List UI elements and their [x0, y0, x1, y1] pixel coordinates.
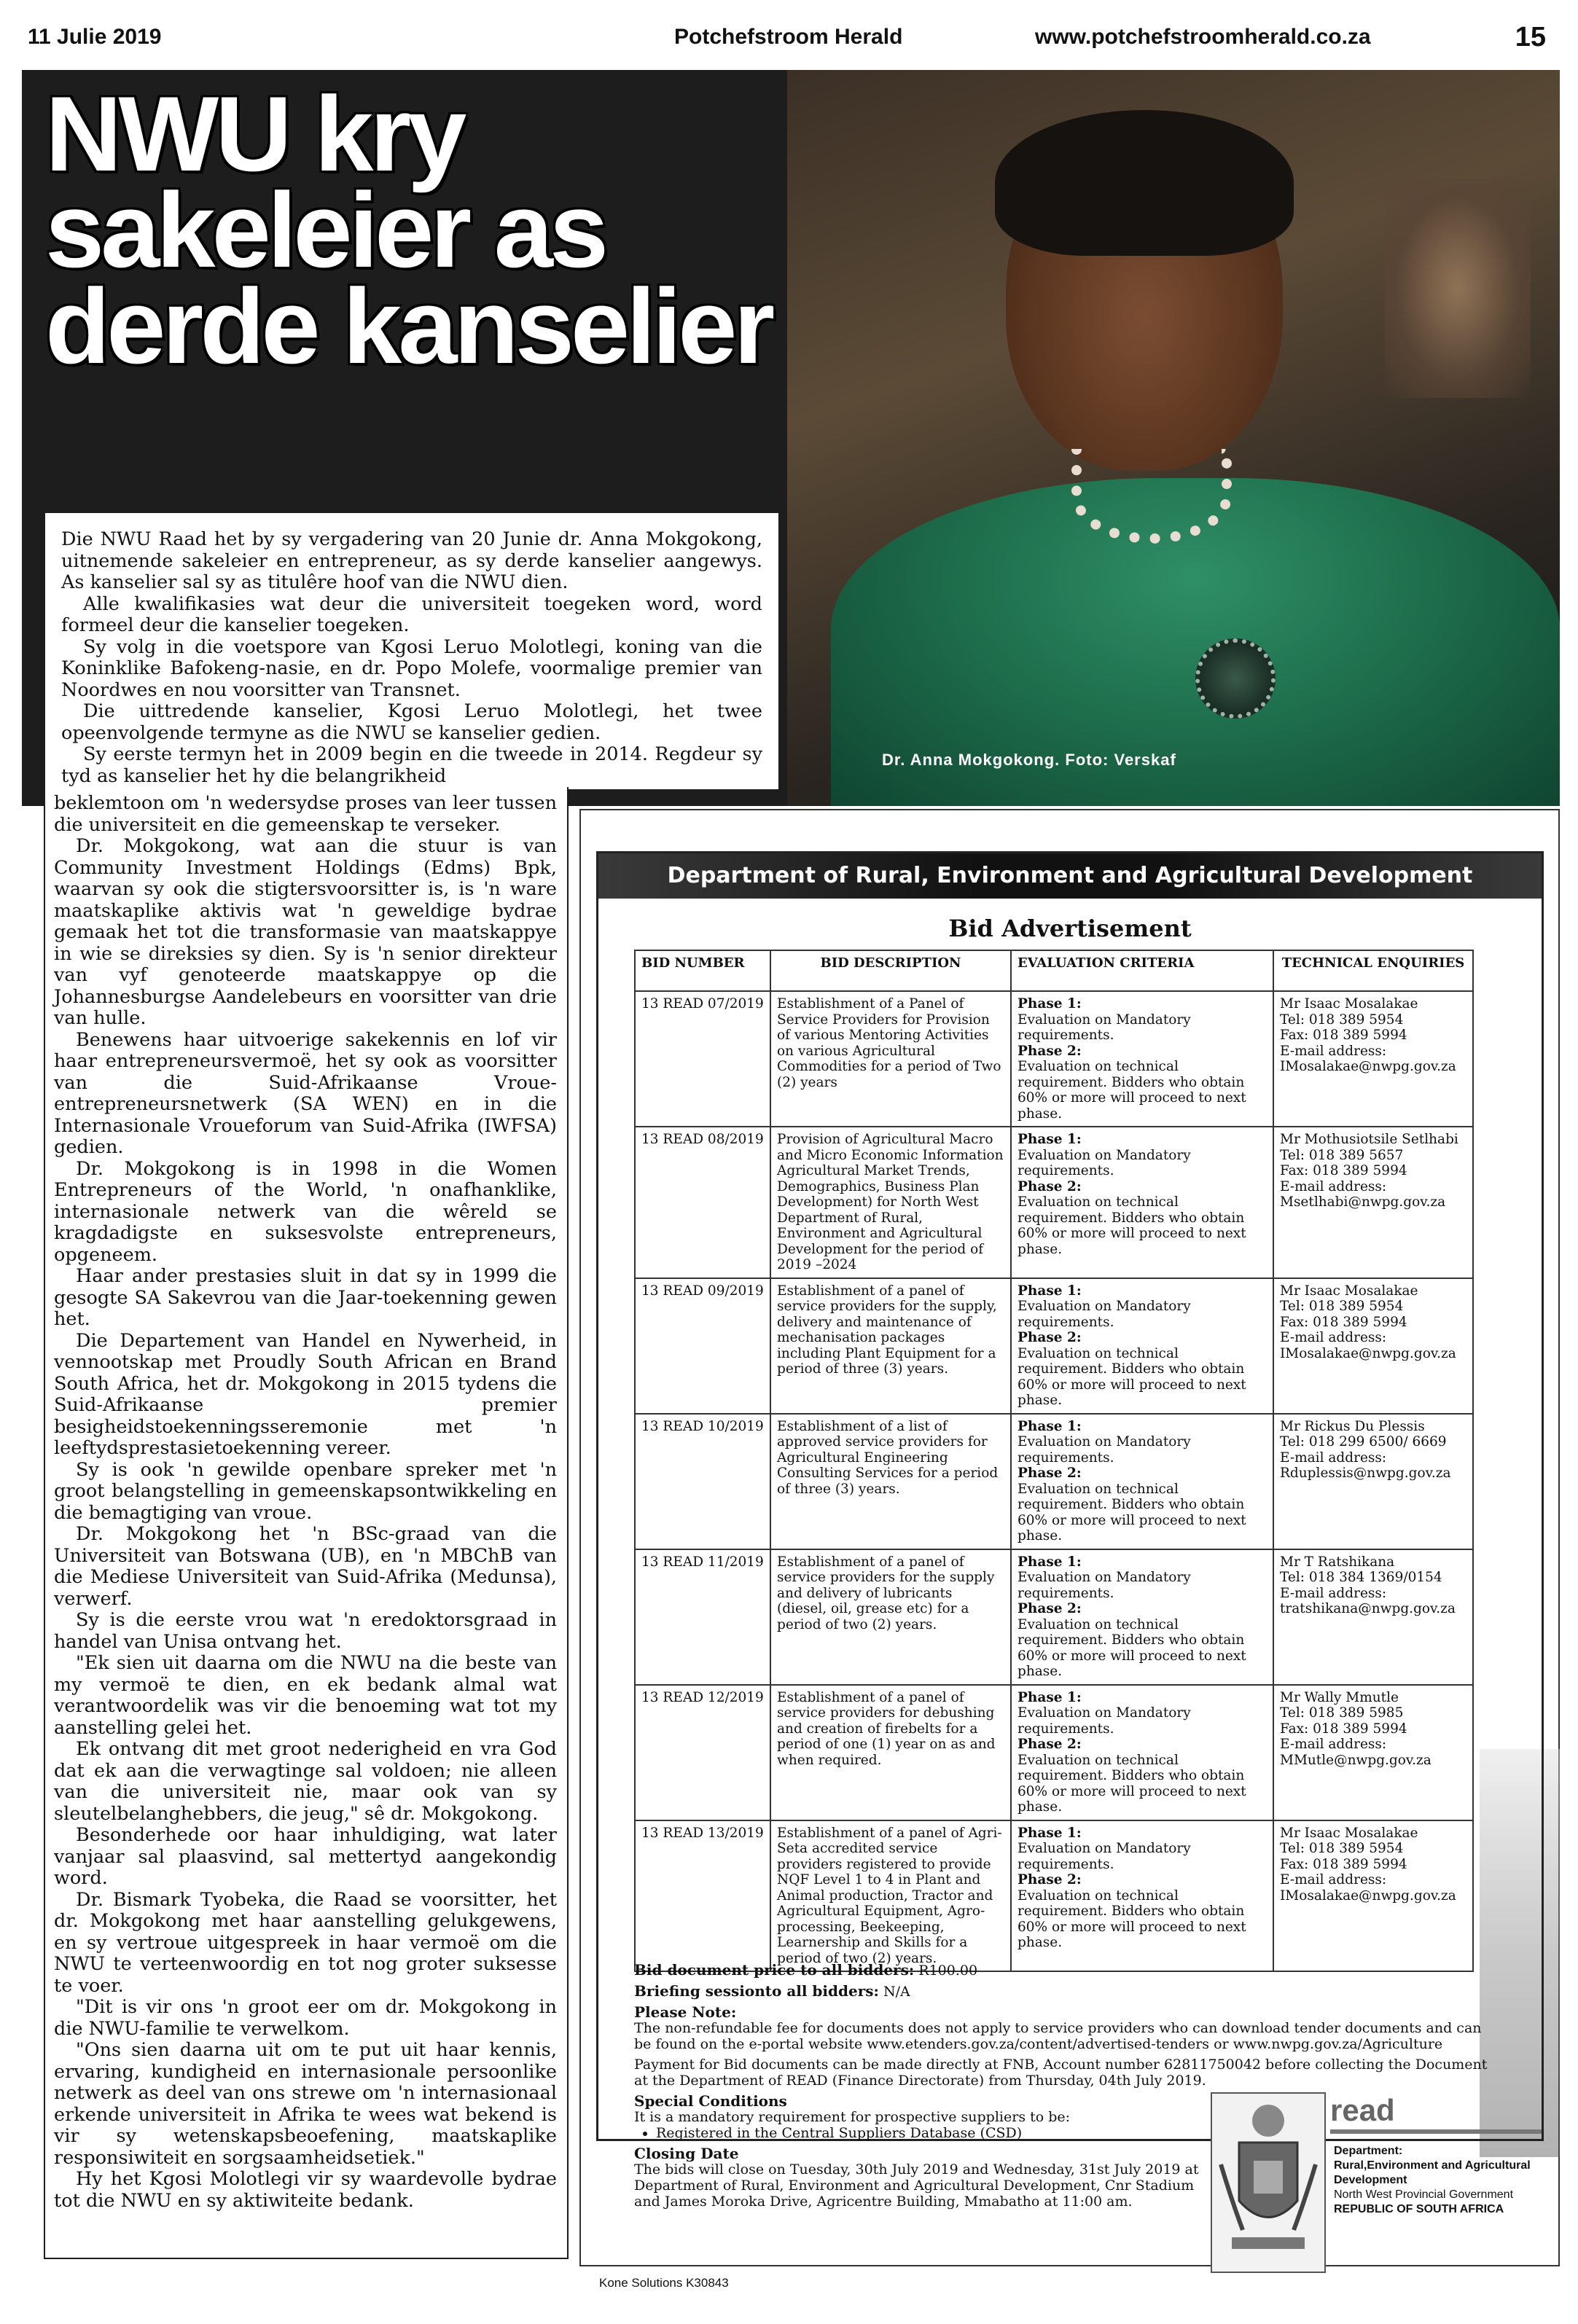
column-header: EVALUATION CRITERIA — [1011, 950, 1273, 991]
department-banner: Department of Rural, Environment and Agricultural Development — [598, 853, 1542, 899]
phase1-label: Phase 1: — [1018, 1689, 1082, 1705]
article-paragraph: Dr. Bismark Tyobeka, die Raad se voorsitter, het dr. Mokgokong met haar aanstelling gelukgewens, en sy vertroue uitgespreek in haar vermoë om die NWU te verteenwoordig en tot nog groter suksesse te voer. — [54, 1888, 557, 1997]
intro-paragraph: Die NWU Raad het by sy vergadering van 20 Junie dr. Anna Mokgokong, uitnemende sakeleier en entrepreneur, as sy derde kanselier aangewys. As kanselier sal sy as titulêre hoof van die NWU dien. — [61, 528, 762, 593]
bid-number-cell: 13 READ 10/2019 — [635, 1414, 770, 1549]
bid-description-cell: Provision of Agricultural Macro and Micro Economic Information Agricultural Market Trends, Demographics, Business Plan Development) for North West Department of Rural, Environment and Agricultural Development for the period of 2019 –2024 — [770, 1127, 1011, 1278]
article-paragraph: Haar ander prestasies sluit in dat sy in 1999 die gesogte SA Sakevrou van die Jaar-toekenning gewen het. — [54, 1265, 557, 1330]
page-number: 15 — [1515, 22, 1546, 52]
page-header — [0, 0, 1578, 70]
phase1-text: Evaluation on Mandatory requirements. — [1018, 1299, 1191, 1330]
country-name: REPUBLIC OF SOUTH AFRICA — [1334, 2203, 1504, 2215]
read-logo-block — [1210, 2092, 1545, 2281]
newspaper-url[interactable]: www.potchefstroomherald.co.za — [1035, 25, 1371, 49]
table-row — [635, 1685, 1473, 1820]
phase1-label: Phase 1: — [1018, 996, 1082, 1012]
evaluation-criteria-cell — [1011, 1278, 1273, 1414]
newspaper-name: Potchefstroom Herald — [674, 25, 903, 49]
ad-credit: Kone Solutions K30843 — [599, 2276, 729, 2290]
provincial-gov: North West Provincial Government — [1334, 2188, 1514, 2201]
evaluation-criteria-cell — [1011, 1549, 1273, 1685]
evaluation-criteria-cell — [1011, 1820, 1273, 1972]
bid-number-cell: 13 READ 09/2019 — [635, 1278, 770, 1414]
phase1-label: Phase 1: — [1018, 1418, 1082, 1434]
column-header: TECHNICAL ENQUIRIES — [1273, 950, 1473, 991]
bid-table — [634, 950, 1474, 1972]
photo-caption: Dr. Anna Mokgokong. Foto: Verskaf — [882, 751, 1176, 769]
evaluation-criteria-cell — [1011, 1685, 1273, 1820]
article-paragraph: "Ek sien uit daarna om die NWU na die beste van my vermoë te dien, en ek bedank almal wat verantwoordelik was vir die benoeming wat tot my aanstelling gelei het. — [54, 1652, 557, 1739]
table-row — [635, 1414, 1473, 1549]
phase2-label: Phase 2: — [1018, 1737, 1082, 1752]
column-header: BID NUMBER — [635, 950, 770, 991]
phase2-label: Phase 2: — [1018, 1601, 1082, 1616]
article-paragraph: Die Departement van Handel en Nywerheid, in vennootskap met Proudly South African en Brand South Africa, het dr. Mokgokong in 2015 tydens die Suid-Afrikaanse premier besigheidstoekenningsseremonie met 'n leeftydsprestasietoekenning vereer. — [54, 1329, 557, 1459]
bid-number-cell: 13 READ 13/2019 — [635, 1820, 770, 1972]
article-paragraph: beklemtoon om 'n wedersydse proses van leer tussen die universiteit en die gemeenskap te verseker. — [54, 792, 557, 836]
special-conditions-bullet: • Registered in the Central Suppliers Database (CSD) — [656, 2125, 1494, 2141]
headline — [45, 74, 920, 386]
phase1-text: Evaluation on Mandatory requirements. — [1018, 1705, 1191, 1737]
evaluation-criteria-cell — [1011, 1414, 1273, 1549]
special-conditions-text: It is a mandatory requirement for prospective suppliers to be: — [634, 2109, 1071, 2125]
phase2-label: Phase 2: — [1018, 1872, 1082, 1887]
article-paragraph: "Ons sien daarna uit om te put uit haar kennis, ervaring, kundigheid en internasionale persoonlike netwerk as deel van ons strewe om 'n internasionaal erkende universiteit in Afrika te wees wat bekend is vir sy wetenskapsbeoefening, maatskaplike responsiwiteit en sorgsaamheidsetiek." — [54, 2039, 557, 2169]
technical-enquiries-cell: Mr Mothusiotsile Setlhabi Tel: 018 389 5657 Fax: 018 389 5994 E-mail address: Msetlhabi@nwpg.gov.za — [1273, 1127, 1473, 1278]
phase2-text: Evaluation on technical requirement. Bidders who obtain 60% or more will proceed to next phase. — [1018, 1887, 1246, 1950]
bid-description-cell: Establishment of a list of approved service providers for Agricultural Engineering Consulting Services for a period of three (3) years. — [770, 1414, 1011, 1549]
article-paragraph: Dr. Mokgokong, wat aan die stuur is van Community Investment Holdings (Edms) Bpk, waarvan sy ook die stigtersvoorsitter is, is 'n ware maatskaplike aktivis wat 'n geweldige bydrae gemaak het tot die transformasie van maatskappye in wie se direksies sy dien. Sy is 'n senior direkteur van vyf genoteerde maatskappye op die Johannesburgse Aandelebeurs en voorsitter van drie van hulle. — [54, 835, 557, 1029]
ad-title: Bid Advertisement — [948, 915, 1192, 942]
issue-date: 11 Julie 2019 — [28, 25, 162, 49]
article-paragraph: Dr. Mokgokong is in 1998 in die Women Entrepreneurs of the World, 'n onafhanklike, internasionale netwerk van die wêreld se kragdadigste en suksesvolste entrepreneurs, opgeneem. — [54, 1157, 557, 1266]
table-row — [635, 991, 1473, 1127]
brooch — [1195, 638, 1276, 719]
technical-enquiries-cell: Mr Rickus Du Plessis Tel: 018 299 6500/ 6669 E-mail address: Rduplessis@nwpg.gov.za — [1273, 1414, 1473, 1549]
phase2-text: Evaluation on technical requirement. Bidders who obtain 60% or more will proceed to next phase. — [1018, 1059, 1246, 1122]
note-label: Please Note: — [634, 2003, 737, 2021]
phase1-label: Phase 1: — [1018, 1283, 1082, 1299]
headline-line: derde kanselier — [45, 267, 772, 386]
technical-enquiries-cell: Mr Isaac Mosalakae Tel: 018 389 5954 Fax: 018 389 5994 E-mail address: IMosalakae@nwpg.gov.za — [1273, 991, 1473, 1127]
bid-number-cell: 13 READ 08/2019 — [635, 1127, 770, 1278]
article-paragraph: Sy is ook 'n gewilde openbare spreker met 'n groot belangstelling in gemeenskapsontwikkeling en die bemagtiging van vroue. — [54, 1458, 557, 1524]
phase2-text: Evaluation on technical requirement. Bidders who obtain 60% or more will proceed to next phase. — [1018, 1481, 1246, 1544]
technical-enquiries-cell: Mr T Ratshikana Tel: 018 384 1369/0154 E-mail address: tratshikana@nwpg.gov.za — [1273, 1549, 1473, 1685]
phase1-text: Evaluation on Mandatory requirements. — [1018, 1147, 1191, 1178]
phase1-label: Phase 1: — [1018, 1825, 1082, 1841]
phase2-text: Evaluation on technical requirement. Bidders who obtain 60% or more will proceed to next phase. — [1018, 1752, 1246, 1815]
bid-number-cell: 13 READ 07/2019 — [635, 991, 770, 1127]
price-label: Bid document price to all bidders: — [634, 1961, 915, 1979]
closing-date-label: Closing Date — [634, 2145, 739, 2162]
intro-paragraph: Die uittredende kanselier, Kgosi Leruo Molotlegi, het twee opeenvolgende termyne as die NWU se kanselier gedien. — [61, 700, 762, 744]
bid-description-cell: Establishment of a panel of service providers for the supply and delivery of lubricants (diesel, oil, grease etc) for a period of two (2) years. — [770, 1549, 1011, 1685]
dept-label: Department: — [1334, 2145, 1403, 2157]
article-paragraph: Hy het Kgosi Molotlegi vir sy waardevolle bydrae tot die NWU en sy aktiwiteite bedank. — [54, 2168, 557, 2212]
pearl-necklace — [1071, 449, 1232, 544]
bid-number-cell: 13 READ 12/2019 — [635, 1685, 770, 1820]
table-row — [635, 1127, 1473, 1278]
intro-paragraph: Sy volg in die voetspore van Kgosi Leruo Molotlegi, koning van die Koninklike Bafokeng-nasie, en dr. Popo Molefe, voormalige premier van Noordwes en nou voorsitter van Transnet. — [61, 635, 762, 701]
phase1-text: Evaluation on Mandatory requirements. — [1018, 1012, 1191, 1043]
headline-line: sakeleier as — [45, 171, 606, 289]
column-header: BID DESCRIPTION — [770, 950, 1011, 991]
bid-description-cell: Establishment of a Panel of Service Providers for Provision of various Mentoring Activities on various Agricultural Commodities for a period of Two (2) years — [770, 991, 1011, 1127]
phase2-label: Phase 2: — [1018, 1178, 1082, 1194]
technical-enquiries-cell: Mr Isaac Mosalakae Tel: 018 389 5954 Fax: 018 389 5994 E-mail address: IMosalakae@nwpg.gov.za — [1273, 1820, 1473, 1972]
technical-enquiries-cell: Mr Wally Mmutle Tel: 018 389 5985 Fax: 018 389 5994 E-mail address: MMutle@nwpg.gov.za — [1273, 1685, 1473, 1820]
article-paragraph: Ek ontvang dit met groot nederigheid en vra God dat ek aan die verwagtinge sal voldoen; nie alleen van die universiteit nie, maar ook van sy sleutelbelanghebbers, die jeug," sê dr. Mokgokong. — [54, 1738, 557, 1825]
article-paragraph: "Dit is vir ons 'n groot eer om dr. Mokgokong in die NWU-familie te verwelkom. — [54, 1996, 557, 2040]
phase2-label: Phase 2: — [1018, 1466, 1082, 1481]
phase1-label: Phase 1: — [1018, 1554, 1082, 1570]
phase2-text: Evaluation on technical requirement. Bidders who obtain 60% or more will proceed to next phase. — [1018, 1194, 1246, 1257]
price-value: R100.00 — [918, 1963, 978, 1979]
department-credit — [1334, 2144, 1545, 2217]
phase1-text: Evaluation on Mandatory requirements. — [1018, 1841, 1191, 1872]
note-text: The non-refundable fee for documents does not apply to service providers who can download tender documents and can be found on the e-portal website www.etenders.gov.za/content/advertised-tenders or www.nwpg.gov.za/Agriculture — [634, 2020, 1482, 2052]
article-body — [54, 793, 557, 2212]
special-conditions-label: Special Conditions — [634, 2092, 787, 2110]
phase1-text: Evaluation on Mandatory requirements. — [1018, 1434, 1191, 1466]
phase1-text: Evaluation on Mandatory requirements. — [1018, 1570, 1191, 1601]
bid-description-cell: Establishment of a panel of Agri-Seta accredited service providers registered to provide NQF Level 1 to 4 in Plant and Animal production, Tractor and Agricultural Equipment, Agro-processing, Beekeeping, Learnership and Skills for a period of two (2) years. — [770, 1820, 1011, 1972]
intro-paragraph: Alle kwalifikasies wat deur die universiteit toegeken word, word formeel deur die kanselier toegeken. — [61, 592, 762, 636]
article-paragraph: Dr. Mokgokong het 'n BSc-graad van die Universiteit van Botswana (UB), en 'n MBChB van die Mediese Universiteit van Suid-Afrika (Medunsa), verwerf. — [54, 1523, 557, 1610]
bid-description-cell: Establishment of a panel of service providers for debushing and creation of firebelts for a period of one (1) year on as and when required. — [770, 1685, 1011, 1820]
table-header-row — [635, 950, 1473, 991]
read-wordmark: read — [1330, 2092, 1542, 2134]
portrait-hair — [995, 110, 1294, 256]
article-paragraph: Sy is die eerste vrou wat 'n eredoktorsgraad in handel van Unisa ontvang het. — [54, 1609, 557, 1653]
dept-name: Rural,Environment and Agricultural Development — [1334, 2159, 1531, 2186]
briefing-label: Briefing sessionto all bidders: — [634, 1982, 879, 2000]
briefing-value: N/A — [883, 1984, 910, 2000]
bid-number-cell: 13 READ 11/2019 — [635, 1549, 770, 1685]
coat-of-arms-icon — [1210, 2092, 1327, 2274]
table-row — [635, 1278, 1473, 1414]
article-paragraph: Benewens haar uitvoerige sakekennis en lof vir haar entrepreneursvermoë, het sy ook as voorsitter van die Suid-Afrikaanse Vroue-entrepreneursnetwerk (SA WEN) en in die Internasionale Vroueforum van Suid-Afrika (IWFSA) gedien. — [54, 1028, 557, 1158]
technical-enquiries-cell: Mr Isaac Mosalakae Tel: 018 389 5954 Fax: 018 389 5994 E-mail address: IMosalakae@nwpg.gov.za — [1273, 1278, 1473, 1414]
intro-paragraph: Sy eerste termyn het in 2009 begin en die tweede in 2014. Regdeur sy tyd as kanselier het hy die belangrikheid — [61, 743, 762, 787]
background-lamp — [1385, 179, 1531, 398]
payment-text: Payment for Bid documents can be made directly at FNB, Account number 62811750042 before collecting the Document at the Department of READ (Finance Directorate) from Thursday, 04th July 2019. — [634, 2057, 1488, 2089]
phase2-label: Phase 2: — [1018, 1043, 1082, 1059]
phase1-label: Phase 1: — [1018, 1132, 1082, 1147]
headline-line: NWU kry — [45, 74, 464, 193]
phase2-label: Phase 2: — [1018, 1330, 1082, 1345]
article-intro — [44, 512, 780, 791]
phase2-text: Evaluation on technical requirement. Bidders who obtain 60% or more will proceed to next phase. — [1018, 1616, 1246, 1679]
bid-description-cell: Establishment of a panel of service providers for the supply, delivery and maintenance of mechanisation packages including Plant Equipment for a period of three (3) years. — [770, 1278, 1011, 1414]
closing-date-text: The bids will close on Tuesday, 30th July 2019 and Wednesday, 31st July 2019 at Department of Rural, Environment and Agricultural Development, Cnr Stadium and James Moroka Drive, Agricentre Building, Mmabatho at 11:00 am. — [634, 2161, 1199, 2210]
table-row — [635, 1820, 1473, 1972]
evaluation-criteria-cell — [1011, 1127, 1273, 1278]
table-row — [635, 1549, 1473, 1685]
article-paragraph: Besonderhede oor haar inhuldiging, wat later vanjaar sal plaasvind, sal mettertyd aangekondig word. — [54, 1824, 557, 1889]
phase2-text: Evaluation on technical requirement. Bidders who obtain 60% or more will proceed to next phase. — [1018, 1345, 1246, 1408]
evaluation-criteria-cell — [1011, 991, 1273, 1127]
